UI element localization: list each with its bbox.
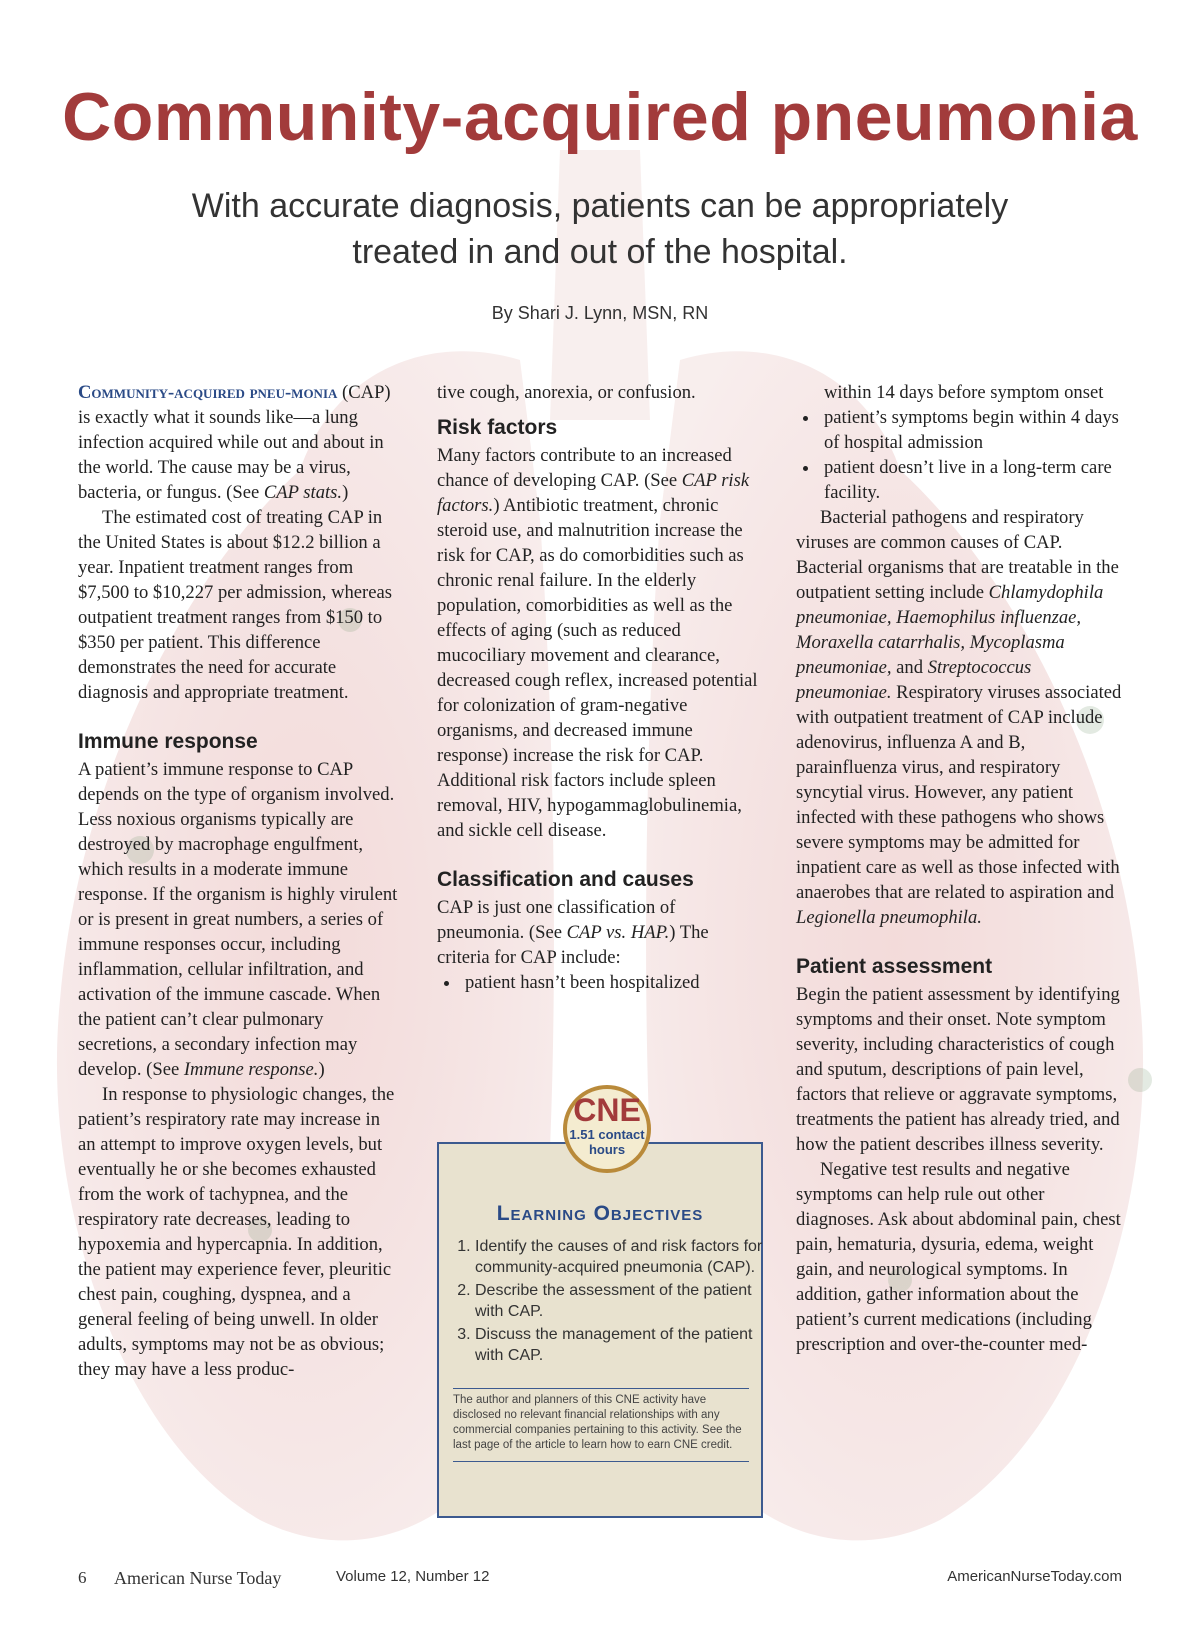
ref-cap-vs-hap: CAP vs. HAP. (566, 922, 670, 943)
page-number: 6 (78, 1568, 87, 1587)
article-title: Community-acquired pneumonia (62, 79, 1138, 155)
organism-strep: Streptococcus pneumoniae. (796, 657, 1032, 703)
criteria-item: • patient doesn’t live in a long-term care facility. (820, 455, 1126, 505)
intro-text: (CAP) is exactly what it sounds like—a lung infection acquired while out and about in the world. The cause may be a virus, bacteria, or fungus. (See (78, 382, 391, 503)
website-link[interactable]: AmericanNurseToday.com (947, 1568, 1122, 1585)
volume-info: Volume 12, Number 12 (336, 1568, 490, 1585)
classification-paragraph (437, 895, 759, 970)
immune-text: A patient’s immune response to CAP depends on the type of organism involved. Less noxious organisms typically are destroyed by macrophage engulfment, which results in a moderate immune response. If the organism is highly virulent or is present in great numbers, a series of immune responses occur, including inflammation, cellular infiltration, and activation of the immune cascade. When the patient can’t clear pulmonary secretions, a secondary infection may develop. (See (78, 759, 398, 1080)
column-2 (437, 380, 759, 995)
heading-patient-assessment: Patient assessment (796, 955, 993, 978)
learning-objectives-title: Learning Objectives (496, 1202, 704, 1225)
ref-risk-factors: CAP risk factors. (437, 470, 750, 516)
continued-paragraph: tive cough, anorexia, or confusion. (437, 382, 696, 403)
class-text: CAP is just one classification of pneumonia. (See (437, 897, 676, 943)
criteria-item-cont: within 14 days before symptom onset (824, 382, 1104, 403)
objective-item: 2. Describe the assessment of the patient with CAP. (475, 1280, 775, 1322)
heading-immune-response: Immune response (78, 730, 258, 753)
ref-immune-response: Immune response. (183, 1059, 319, 1080)
objective-item: 3. Discuss the management of the patient with CAP. (475, 1324, 775, 1366)
hours-label: hours (588, 1142, 626, 1157)
risk-paragraph (437, 443, 759, 843)
immune-end: ) (318, 1059, 325, 1080)
column-3 (796, 380, 1126, 1357)
intro-end: ) (342, 482, 349, 503)
criteria-list (437, 970, 759, 995)
article-subtitle: With accurate diagnosis, patients can be appropriately treated in and out of the hospital. (191, 187, 1009, 271)
pathogens-text: Bacterial pathogens and respiratory viruses are common causes of CAP. Bacterial organisms that are treatable in the outpatient setting include (796, 507, 1119, 603)
byline: By Shari J. Lynn, MSN, RN (491, 303, 709, 323)
criteria-list-cont (796, 380, 1126, 505)
objective-item: 1. Identify the causes of and risk factors for community-acquired pneumonia (CAP). (475, 1236, 775, 1278)
disclosure-note: The author and planners of this CNE activity have disclosed no relevant financial relationships with any commercial companies pertaining to this activity. See the last page of the article to learn how to earn CNE credit. (453, 1388, 749, 1462)
risk-text-2: ) Antibiotic treatment, chronic steroid use, and malnutrition increase the risk for CAP, as do comorbidities such as chronic renal failure. In the elderly population, comorbidities as well as the effects of aging (such as reduced mucociliary movement and clearance, decreased cough reflex, increased potential for colonization of gram-negative organisms, and decreased immune response) increase the risk for CAP. Additional risk factors include spleen removal, HIV, hypogammaglobulinemia, and sickle cell disease. (437, 495, 758, 841)
criteria-item: • patient’s symptoms begin within 4 days of hospital admission (820, 405, 1126, 455)
risk-text: Many factors contribute to an increased chance of developing CAP. (See (437, 445, 732, 491)
objectives-list (453, 1236, 775, 1368)
pathogens-text-2: Respiratory viruses associated with outpatient treatment of CAP include adenovirus, influenza A and B, parainfluenza virus, and respiratory syncytial virus. However, any patient infected with these pathogens who shows severe symptoms may be admitted for inpatient care as well as those infected with anaerobes that are related to aspiration and (796, 682, 1122, 903)
magazine-name: American Nurse Today (114, 1568, 282, 1588)
cne-badge (563, 1085, 651, 1173)
criteria-item: • patient hasn’t been hospitalized (461, 970, 759, 995)
physiology-paragraph: In response to physiologic changes, the patient’s respiratory rate may increase in an attempt to improve oxygen levels, but eventually he or she becomes exhausted from the work of tachypnea, and the respiratory rate decreases, leading to hypoxemia and hypercapnia. In addition, the patient may experience fever, pleuritic chest pain, coughing, dyspnea, and a general feeling of being unwell. In older adults, symptoms may not be as obvious; they may have a less produc- (78, 1084, 395, 1380)
organism-names: Chlamydophila pneumoniae, Haemophilus influenzae, Moraxella catarrhalis, Mycoplasma pneumoniae, (796, 582, 1104, 678)
ref-cap-stats: CAP stats. (263, 482, 343, 503)
and-text: and (891, 657, 928, 678)
column-1 (78, 380, 400, 1382)
intro-paragraph (78, 380, 400, 505)
cost-paragraph: The estimated cost of treating CAP in the United States is about $12.2 billion a year. Inpatient treatment ranges from $7,500 to $10,227 per admission, whereas outpatient treatment ranges from $150 to $350 per patient. This difference demonstrates the need for accurate diagnosis and appropriate treatment. (78, 507, 392, 703)
contact-hours-label: 1.51 contact (569, 1127, 645, 1142)
learning-objectives-box (437, 1142, 763, 1518)
heading-classification: Classification and causes (437, 868, 694, 891)
heading-risk-factors: Risk factors (437, 416, 558, 439)
assessment-paragraph: Begin the patient assessment by identifying symptoms and their onset. Note symptom severity, including characteristics of cough and sputum, descriptions of pain level, factors that relieve or aggravate symptoms, treatments the patient has already tried, and how the patient describes illness severity. (796, 984, 1120, 1155)
organism-legionella: Legionella pneumophila. (796, 907, 982, 928)
lead-caps: Community-acquired pneu-monia (78, 382, 338, 403)
negative-results-paragraph: Negative test results and negative symptoms can help rule out other diagnoses. Ask about abdominal pain, chest pain, hematuria, dysuria, edema, weight gain, and neurological symptoms. In addition, gather information about the patient’s current medications (including prescription and over-the-counter med- (796, 1159, 1121, 1355)
pathogens-paragraph (796, 505, 1126, 930)
cne-label: CNE (573, 1092, 641, 1128)
class-text-2: ) The criteria for CAP include: (437, 922, 709, 968)
immune-paragraph (78, 757, 400, 1082)
